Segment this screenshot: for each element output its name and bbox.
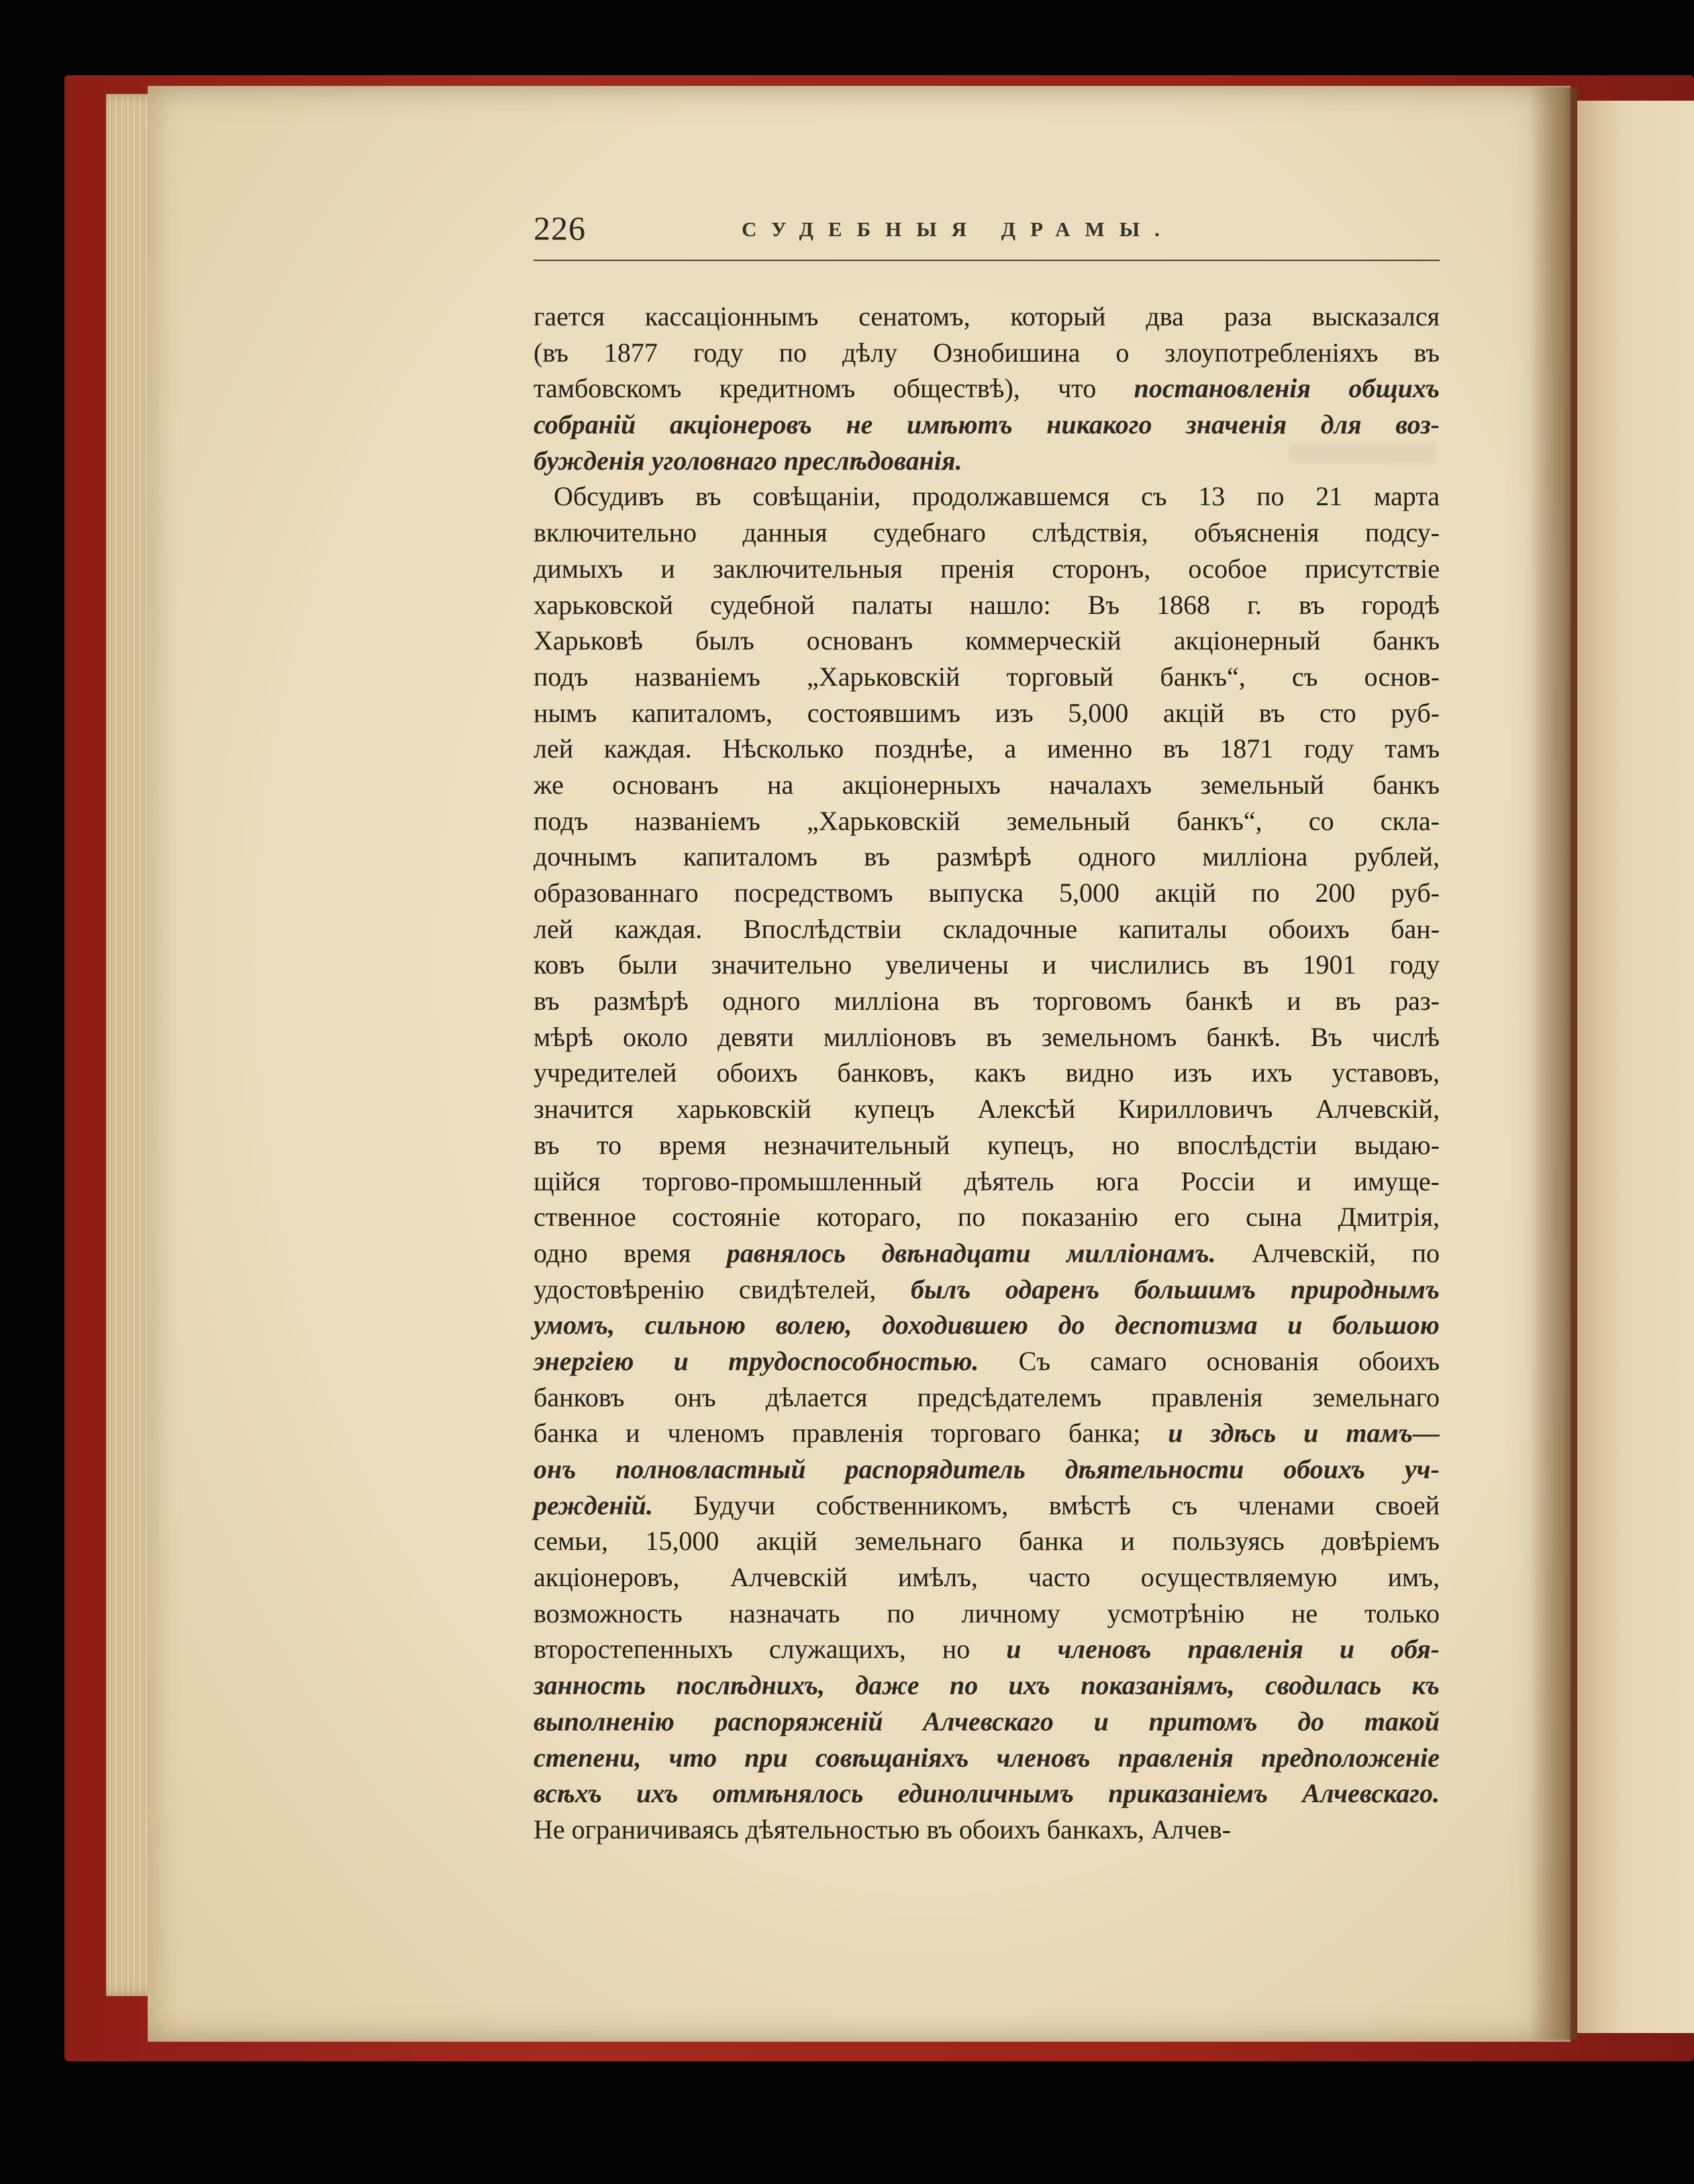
text-line bbox=[534, 1127, 1440, 1163]
text-line bbox=[534, 370, 1440, 407]
text-span: включительно данныя судебнаго слѣдствія, объясненія подсу- bbox=[534, 517, 1440, 548]
text-line bbox=[534, 1704, 1440, 1740]
text-line bbox=[534, 1523, 1440, 1559]
text-span: мѣрѣ около девяти милліоновъ въ земельномъ банкѣ. Въ числѣ bbox=[534, 1021, 1440, 1052]
text-span: нымъ капиталомъ, состоявшимъ изъ 5,000 акцій въ сто руб- bbox=[534, 697, 1440, 728]
body-text bbox=[534, 299, 1440, 1848]
header-rule bbox=[534, 260, 1440, 261]
text-line bbox=[534, 551, 1440, 587]
text-span: одно время bbox=[534, 1237, 727, 1268]
text-line bbox=[534, 1235, 1440, 1271]
italic-span: постановленія общихъ bbox=[1134, 373, 1440, 404]
text-line bbox=[534, 767, 1440, 803]
text-span: харьковской судебной палаты нашло: Въ 1868 г. въ городѣ bbox=[534, 589, 1440, 620]
text-line bbox=[534, 443, 1440, 479]
text-span: возможность назначать по личному усмотрѣнію не только bbox=[534, 1598, 1440, 1628]
text-span: лей каждая. Нѣсколько позднѣе, а именно въ 1871 году тамъ bbox=[534, 733, 1440, 764]
text-span: подъ названіемъ „Харьковскій земельный банкъ“, со скла- bbox=[534, 805, 1440, 836]
italic-span: умомъ, сильною волею, доходившею до деспотизма и большою bbox=[534, 1310, 1440, 1341]
text-span: Съ самаго основанія обоихъ bbox=[979, 1345, 1440, 1376]
text-line bbox=[534, 911, 1440, 947]
text-span: семьи, 15,000 акцій земельнаго банка и пользуясь довѣріемъ bbox=[534, 1526, 1440, 1557]
text-span: дочнымъ капиталомъ въ размѣрѣ одного милліона рублей, bbox=[534, 841, 1440, 872]
text-span: гается кассаціоннымъ сенатомъ, который два раза высказался bbox=[534, 301, 1440, 331]
text-line bbox=[534, 1343, 1440, 1380]
text-line bbox=[534, 1415, 1440, 1451]
italic-span: и членовъ правленія и обя- bbox=[1006, 1634, 1440, 1665]
book-gutter bbox=[1530, 87, 1577, 2040]
text-line bbox=[534, 1091, 1440, 1127]
text-line bbox=[534, 659, 1440, 695]
text-line bbox=[534, 1451, 1440, 1488]
text-span: въ то время незначительный купецъ, но впослѣдстіи выдаю- bbox=[534, 1129, 1440, 1160]
text-span: второстепенныхъ служащихъ, но bbox=[534, 1634, 1007, 1665]
text-line bbox=[534, 875, 1440, 911]
text-span: Будучи собственникомъ, вмѣстѣ съ членами своей bbox=[653, 1490, 1440, 1520]
text-span: банковъ онъ дѣлается предсѣдателемъ правленія земельнаго bbox=[534, 1382, 1440, 1412]
text-span: значится харьковскій купецъ Алексѣй Кирилловичъ Алчевскій, bbox=[534, 1094, 1440, 1125]
text-line bbox=[534, 1775, 1440, 1812]
text-line bbox=[534, 1163, 1440, 1200]
italic-span: бужденія уголовнаго преслѣдованія. bbox=[534, 445, 962, 476]
italic-span: равнялось двѣнадцати милліонамъ. bbox=[726, 1237, 1216, 1268]
text-line bbox=[534, 1019, 1440, 1055]
text-span: щійся торгово-промышленный дѣятель юга Россіи и имуще- bbox=[534, 1165, 1440, 1196]
text-line bbox=[534, 1667, 1440, 1704]
italic-span: выполненію распоряженій Алчевскаго и притомъ до такой bbox=[534, 1706, 1440, 1736]
text-line bbox=[534, 1488, 1440, 1524]
italic-span: режденій. bbox=[534, 1490, 654, 1520]
text-line bbox=[534, 1596, 1440, 1632]
text-line bbox=[534, 1055, 1440, 1091]
page-number: 226 bbox=[534, 209, 586, 247]
text-line bbox=[534, 335, 1440, 371]
text-line bbox=[534, 623, 1440, 659]
italic-span: энергіею и трудоспособностью. bbox=[534, 1345, 979, 1376]
text-line bbox=[534, 1812, 1440, 1848]
text-line bbox=[534, 695, 1440, 731]
text-span: (въ 1877 году по дѣлу Ознобишина о злоупотребленіяхъ въ bbox=[534, 337, 1440, 368]
text-span: тамбовскомъ кредитномъ обществѣ), что bbox=[534, 373, 1134, 404]
text-span: въ размѣрѣ одного милліона въ торговомъ банкѣ и въ раз- bbox=[534, 986, 1440, 1017]
running-title: СУДЕБНЫЯ ДРАМЫ. bbox=[742, 217, 1175, 241]
text-line bbox=[534, 1271, 1440, 1308]
text-span: Обсудивъ въ совѣщаніи, продолжавшемся съ 13 по 21 марта bbox=[554, 481, 1440, 512]
page-header bbox=[534, 205, 1440, 258]
italic-span: и здѣсь и тамъ— bbox=[1168, 1418, 1440, 1449]
text-line bbox=[534, 515, 1440, 551]
text-span: Харьковѣ былъ основанъ коммерческій акціонерный банкъ bbox=[534, 625, 1440, 656]
text-line bbox=[534, 587, 1440, 623]
text-line bbox=[534, 839, 1440, 875]
italic-span: всѣхъ ихъ отмѣнялось единоличнымъ приказаніемъ Алчевскаго. bbox=[534, 1778, 1440, 1809]
text-line bbox=[534, 299, 1440, 335]
text-span: учредителей обоихъ банковъ, какъ видно изъ ихъ уставовъ, bbox=[534, 1057, 1440, 1088]
text-line bbox=[534, 478, 1440, 515]
italic-span: степени, что при совѣщаніяхъ членовъ правленія предположеніе bbox=[534, 1742, 1440, 1773]
text-line bbox=[534, 803, 1440, 839]
text-line bbox=[534, 1307, 1440, 1343]
text-span: ковъ были значительно увеличены и числились въ 1901 году bbox=[534, 949, 1440, 980]
text-line bbox=[534, 947, 1440, 983]
text-line bbox=[534, 1559, 1440, 1596]
text-line bbox=[534, 1199, 1440, 1235]
text-span: банка и членомъ правленія торговаго банка; bbox=[534, 1418, 1168, 1449]
text-span: лей каждая. Впослѣдствіи складочные капиталы обоихъ бан- bbox=[534, 913, 1440, 944]
text-line bbox=[534, 1380, 1440, 1416]
text-span: же основанъ на акціонерныхъ началахъ земельный банкъ bbox=[534, 769, 1440, 800]
italic-span: занность послѣднихъ, даже по ихъ показаніямъ, сводилась къ bbox=[534, 1670, 1440, 1701]
text-line bbox=[534, 731, 1440, 767]
text-line bbox=[534, 407, 1440, 443]
text-span: подъ названіемъ „Харьковскій торговый банкъ“, съ основ- bbox=[534, 661, 1440, 692]
text-span: образованнаго посредствомъ выпуска 5,000 акцій по 200 руб- bbox=[534, 878, 1440, 908]
text-span: димыхъ и заключительныя пренія сторонъ, особое присутствіе bbox=[534, 553, 1440, 584]
text-span: удостовѣренію свидѣтелей, bbox=[534, 1273, 911, 1304]
text-line bbox=[534, 983, 1440, 1019]
text-line bbox=[534, 1740, 1440, 1776]
italic-span: собраній акціонеровъ не имѣютъ никакого значенія для воз- bbox=[534, 409, 1440, 440]
text-line bbox=[534, 1631, 1440, 1667]
text-span: акціонеровъ, Алчевскій имѣлъ, часто осуществляемую имъ, bbox=[534, 1562, 1440, 1593]
italic-span: былъ одаренъ большимъ природнымъ bbox=[910, 1273, 1440, 1304]
facing-page bbox=[1577, 101, 1694, 2033]
text-span: ственное состояніе котораго, по показанію его сына Дмитрія, bbox=[534, 1202, 1440, 1233]
italic-span: онъ полновластный распорядитель дѣятельности обоихъ уч- bbox=[534, 1454, 1440, 1484]
text-span: Не ограничиваясь дѣятельностью въ обоихъ банкахъ, Алчев- bbox=[534, 1814, 1231, 1844]
text-span: Алчевскій, по bbox=[1215, 1237, 1440, 1268]
